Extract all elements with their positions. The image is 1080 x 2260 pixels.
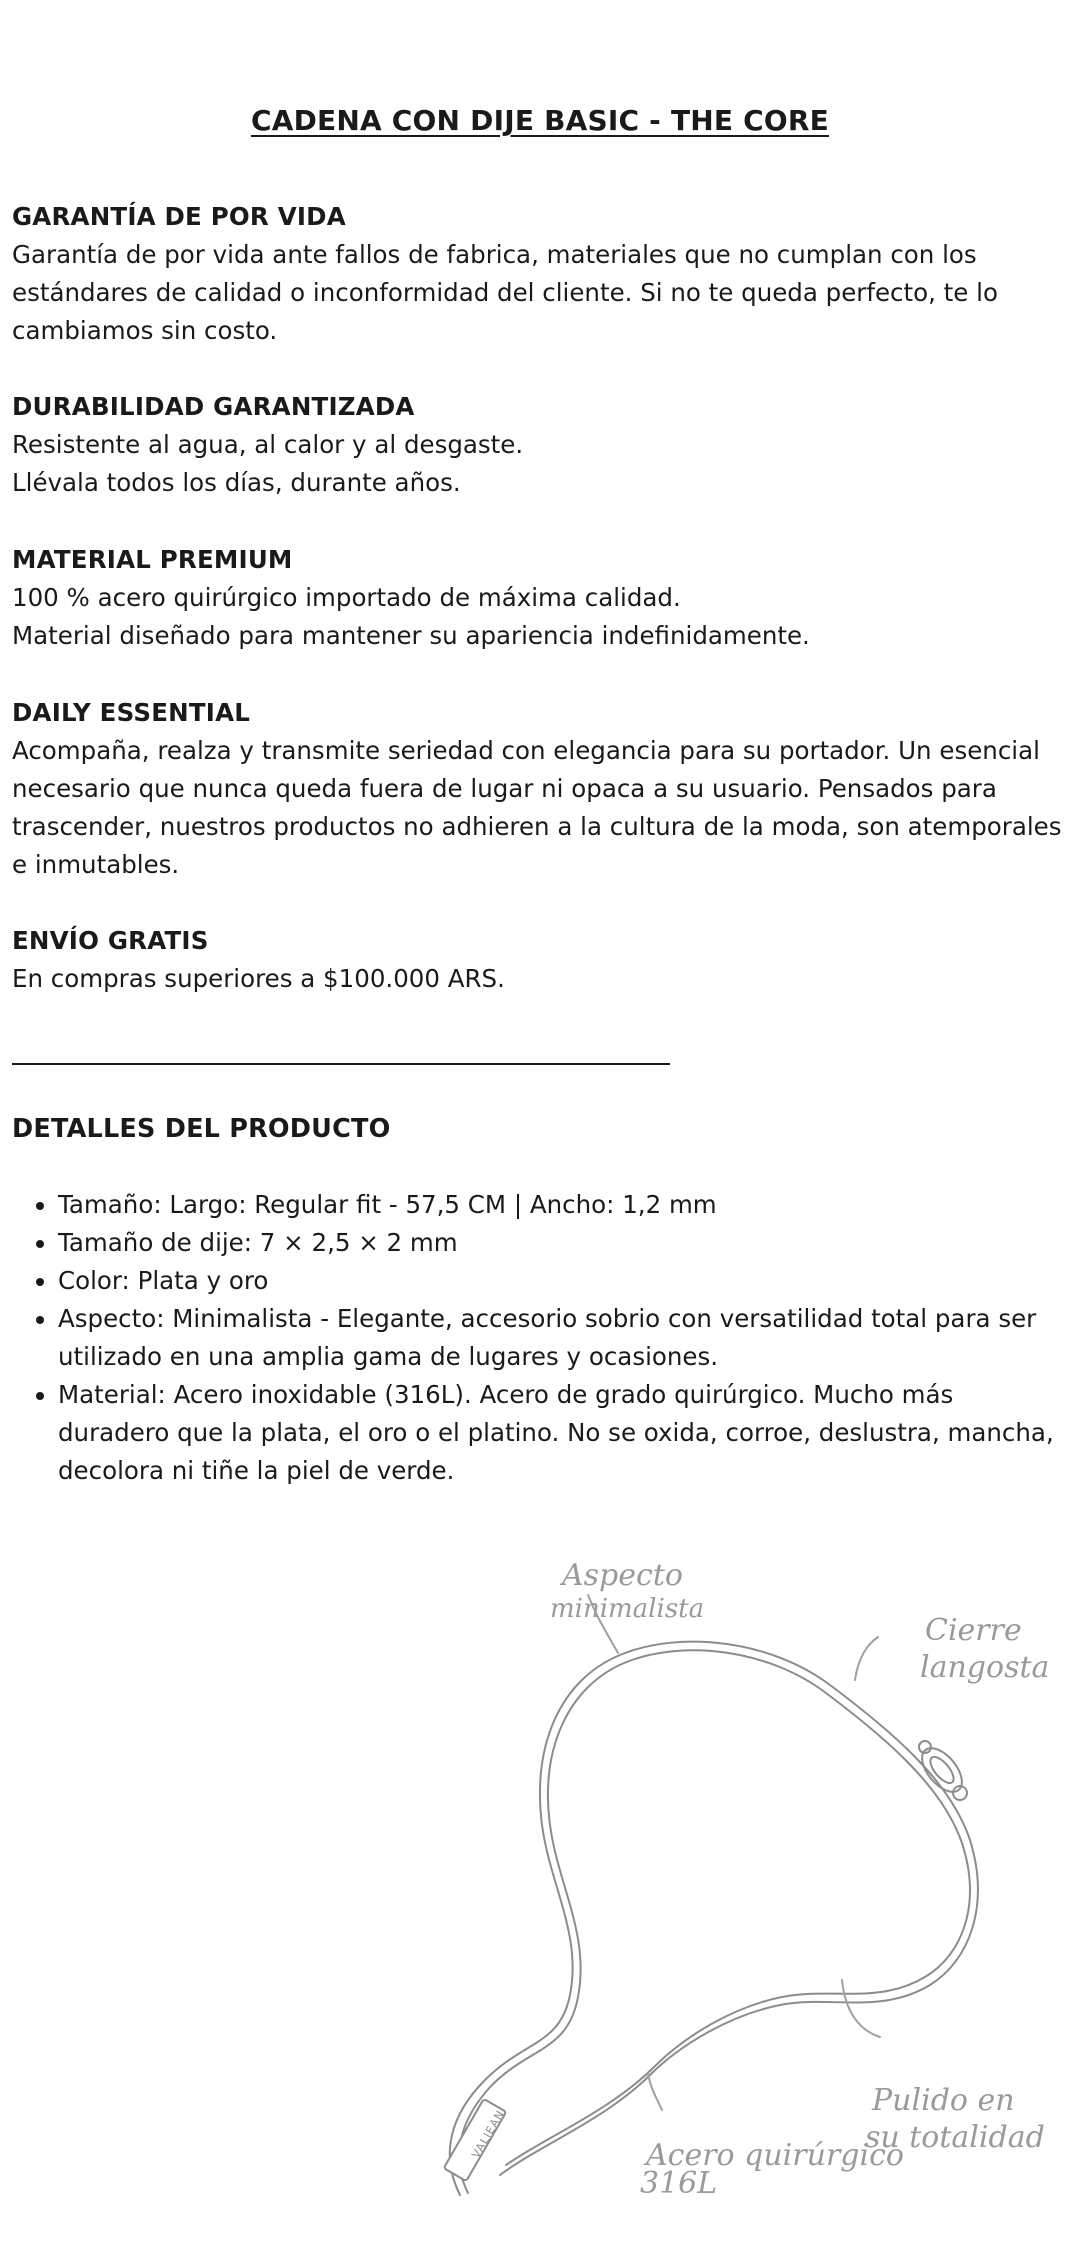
label-pulido-line1: Pulido en xyxy=(872,2083,1015,2118)
details-item: • Color: Plata y oro xyxy=(58,1262,1062,1300)
details-item: • Tamaño: Largo: Regular fit - 57,5 CM | Ancho: 1,2 mm xyxy=(58,1186,1062,1224)
section-heading: MATERIAL PREMIUM xyxy=(12,545,293,574)
section-heading: DAILY ESSENTIAL xyxy=(12,698,251,727)
section-garantia xyxy=(12,198,1062,350)
divider xyxy=(12,1063,670,1065)
label-acero-line1: Acero quirúrgico xyxy=(646,2138,904,2173)
pendant-icon xyxy=(444,2099,508,2181)
page-title: CADENA CON DIJE BASIC - THE CORE xyxy=(250,104,830,137)
section-heading: GARANTÍA DE POR VIDA xyxy=(12,202,346,231)
label-aspecto-line2: minimalista xyxy=(550,1594,705,1624)
label-cierre-line2: langosta xyxy=(920,1650,1050,1685)
section-daily-essential xyxy=(12,694,1062,884)
label-pulido-line2: su totalidad xyxy=(865,2120,1045,2155)
label-cierre-line1: Cierre xyxy=(925,1613,1022,1648)
section-body: En compras superiores a $100.000 ARS. xyxy=(12,964,505,993)
label-acero-line2: 316L xyxy=(640,2166,718,2201)
details-item: • Aspecto: Minimalista - Elegante, accesorio sobrio con versatilidad total para ser utilizado en una amplia gama de lugares y ocasiones. xyxy=(58,1300,1062,1376)
section-body-line: 100 % acero quirúrgico importado de máxima calidad. xyxy=(12,583,681,612)
section-material xyxy=(12,541,1062,655)
annotation-lines xyxy=(588,1595,880,2110)
section-body: Acompaña, realza y transmite seriedad con elegancia para su portador. Un esencial necesario que nunca queda fuera de lugar ni opaca a su usuario. Pensados para trascender, nuestros productos no adhieren a la cultura de la moda, son atemporales e inmutables. xyxy=(12,736,1062,879)
section-body-line: Llévala todos los días, durante años. xyxy=(12,468,461,497)
label-aspecto-line1: Aspecto xyxy=(562,1558,683,1593)
section-body: Garantía de por vida ante fallos de fabrica, materiales que no cumplan con los estándares de calidad o inconformidad del cliente. Si no te queda perfecto, te lo cambiamos sin costo. xyxy=(12,240,998,345)
clasp-icon xyxy=(915,1741,970,1800)
section-body-line: Material diseñado para mantener su apariencia indefinidamente. xyxy=(12,621,810,650)
section-body-line: Resistente al agua, al calor y al desgaste. xyxy=(12,430,524,459)
section-envio xyxy=(12,922,1062,998)
details-item: • Tamaño de dije: 7 × 2,5 × 2 mm xyxy=(58,1224,1062,1262)
section-heading: ENVÍO GRATIS xyxy=(12,926,209,955)
section-durabilidad xyxy=(12,388,1062,502)
necklace-illustration xyxy=(350,1525,1050,2201)
details-item: • Material: Acero inoxidable (316L). Acero de grado quirúrgico. Mucho más duradero que la plata, el oro o el platino. No se oxida, corroe, deslustra, mancha, decolora ni tiñe la piel de verde. xyxy=(58,1376,1062,1490)
section-heading: DURABILIDAD GARANTIZADA xyxy=(12,392,415,421)
details-list xyxy=(12,1186,1062,1490)
pendant-engraving: VALJEAN xyxy=(469,2107,508,2161)
details-heading: DETALLES DEL PRODUCTO xyxy=(12,1114,391,1144)
